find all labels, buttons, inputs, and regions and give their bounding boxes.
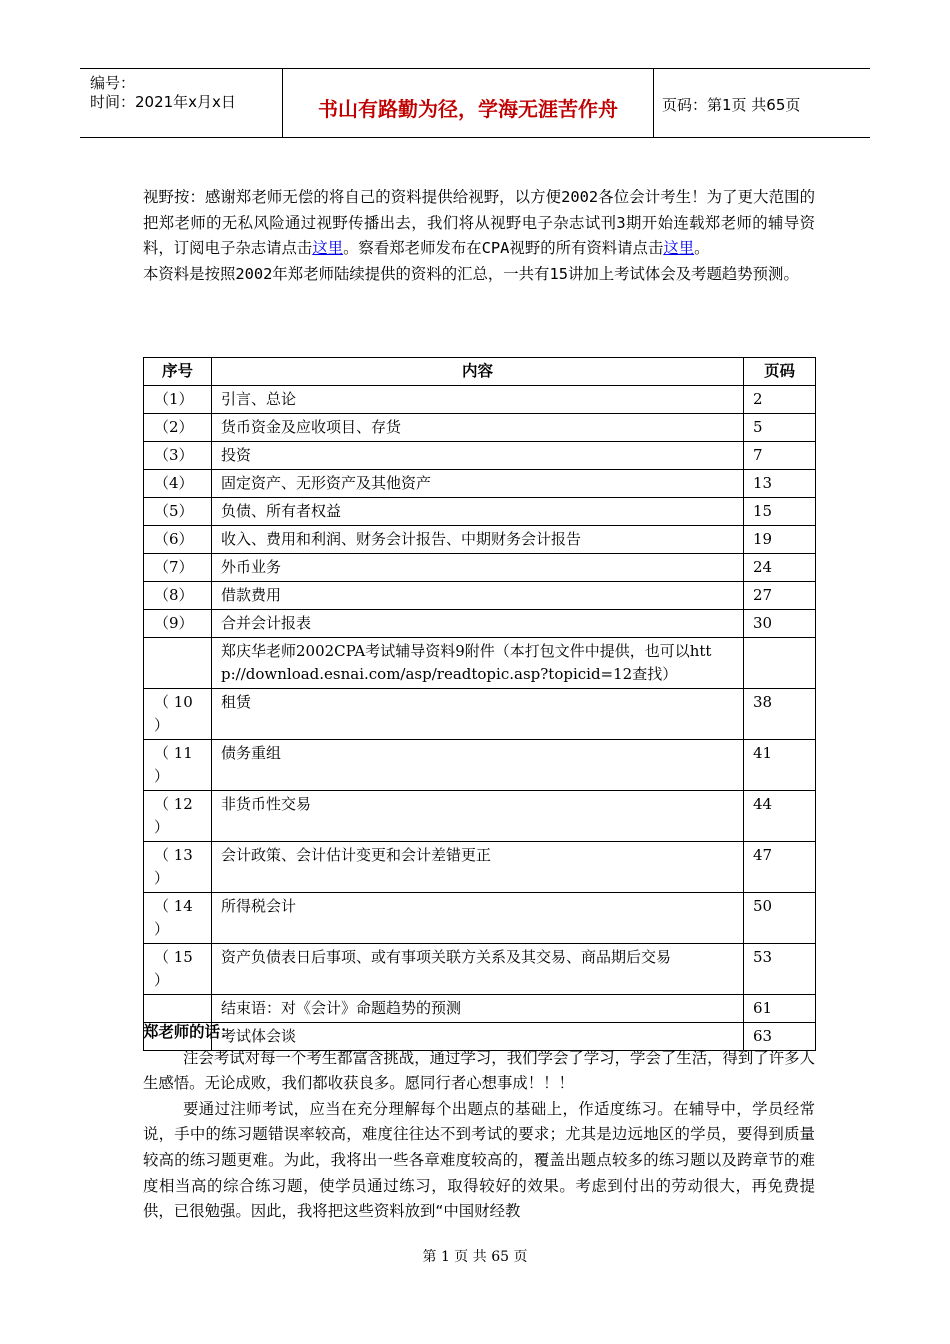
row-number: （5） xyxy=(144,498,212,526)
row-content: 货币资金及应收项目、存货 xyxy=(212,414,744,442)
row-page: 38 xyxy=(744,689,816,740)
intro-paragraph-1 xyxy=(143,185,815,262)
row-content: 收入、费用和利润、财务会计报告、中期财务会计报告 xyxy=(212,526,744,554)
row-number: （2） xyxy=(144,414,212,442)
row-page: 50 xyxy=(744,893,816,944)
row-content: 非货币性交易 xyxy=(212,791,744,842)
row-page: 5 xyxy=(744,414,816,442)
row-page: 7 xyxy=(744,442,816,470)
row-number: （3） xyxy=(144,442,212,470)
table-row xyxy=(144,791,816,842)
body-paragraph-1: 注会考试对每一个考生都富含挑战，通过学习，我们学会了学习，学会了生活，得到了许多人生感悟。无论成败，我们都收获良多。愿同行者心想事成！！！ xyxy=(143,1048,815,1093)
row-content: 固定资产、无形资产及其他资产 xyxy=(212,470,744,498)
body-section xyxy=(143,1020,815,1225)
row-number: （6） xyxy=(144,526,212,554)
table-row xyxy=(144,740,816,791)
intro-paragraph-2: 本资料是按照2002年郑老师陆续提供的资料的汇总，一共有15讲加上考试体会及考题趋势预测。 xyxy=(143,264,799,283)
section-lead: 郑老师的话： xyxy=(143,1023,236,1041)
row-number: （9） xyxy=(144,610,212,638)
table-row xyxy=(144,689,816,740)
table-header-row xyxy=(144,358,816,386)
row-page: 63 xyxy=(744,1023,816,1051)
body-paragraph-2: 要通过注师考试，应当在充分理解每个出题点的基础上，作适度练习。在辅导中，学员经常说，手中的练习题错误率较高，难度往往达不到考试的要求；尤其是边远地区的学员，要得到质量较高的练习题更难。为此，我将出一些各章难度较高的，覆盖出题点较多的练习题以及跨章节的难度相当高的综合练习题，使学员通过练习，取得较好的效果。考虑到付出的劳动很大，再免费提供，已很勉强。因此，我将把这些资料放到“中国财经教 xyxy=(143,1099,815,1221)
header-meta-cell xyxy=(80,69,283,137)
header-page-cell xyxy=(654,69,870,137)
contents-table xyxy=(143,357,816,1051)
row-page: 2 xyxy=(744,386,816,414)
row-content: 债务重组 xyxy=(212,740,744,791)
row-page: 24 xyxy=(744,554,816,582)
table-row xyxy=(144,526,816,554)
table-row xyxy=(144,893,816,944)
row-content: 借款费用 xyxy=(212,582,744,610)
table-row xyxy=(144,498,816,526)
header-content: 内容 xyxy=(212,358,744,386)
row-page: 13 xyxy=(744,470,816,498)
table-row xyxy=(144,944,816,995)
document-number-label: 编号： xyxy=(90,74,136,92)
row-content: 引言、总论 xyxy=(212,386,744,414)
row-page: 53 xyxy=(744,944,816,995)
row-content: 外币业务 xyxy=(212,554,744,582)
table-row xyxy=(144,582,816,610)
table-row xyxy=(144,414,816,442)
row-number: （ 15 ） xyxy=(144,944,212,995)
intro-section xyxy=(143,185,815,287)
row-number: （8） xyxy=(144,582,212,610)
header-number: 序号 xyxy=(144,358,212,386)
row-page: 19 xyxy=(744,526,816,554)
row-content: 考试体会谈 xyxy=(212,1023,744,1051)
row-page: 41 xyxy=(744,740,816,791)
row-page: 47 xyxy=(744,842,816,893)
row-number: （ 14 ） xyxy=(144,893,212,944)
row-number: （ 11 ） xyxy=(144,740,212,791)
table-row xyxy=(144,554,816,582)
row-number: （ 10 ） xyxy=(144,689,212,740)
row-page: 15 xyxy=(744,498,816,526)
row-number: （ 13 ） xyxy=(144,842,212,893)
row-content: 负债、所有者权益 xyxy=(212,498,744,526)
row-page: 30 xyxy=(744,610,816,638)
table-row xyxy=(144,842,816,893)
table-row xyxy=(144,995,816,1023)
header-page-label: 页码：第1页 共65页 xyxy=(662,96,801,114)
table-row xyxy=(144,610,816,638)
intro-text-b: 。察看郑老师发布在CPA视野的所有资料请点击 xyxy=(343,239,664,258)
row-number xyxy=(144,995,212,1023)
row-page: 27 xyxy=(744,582,816,610)
all-materials-link[interactable]: 这里 xyxy=(663,239,695,258)
row-number xyxy=(144,638,212,689)
row-content: 所得税会计 xyxy=(212,893,744,944)
row-page: 44 xyxy=(744,791,816,842)
row-number: （4） xyxy=(144,470,212,498)
header-motto: 书山有路勤为径，学海无涯苦作舟 xyxy=(318,97,618,121)
row-page xyxy=(744,638,816,689)
intro-text-a: 视野按：感谢郑老师无偿的将自己的资料提供给视野，以方便2002各位会计考生！为了更大范围的把郑老师的无私风险通过视野传播出去，我们将从视野电子杂志试刊3期开始连载郑老师的辅导资料，订阅电子杂志请点击 xyxy=(143,188,815,258)
row-content: 合并会计报表 xyxy=(212,610,744,638)
header-motto-cell xyxy=(283,69,654,137)
row-number: （1） xyxy=(144,386,212,414)
row-page: 61 xyxy=(744,995,816,1023)
row-content: 会计政策、会计估计变更和会计差错更正 xyxy=(212,842,744,893)
row-content: 租赁 xyxy=(212,689,744,740)
table-row xyxy=(144,470,816,498)
document-time-label: 时间：2021年x月x日 xyxy=(90,93,236,111)
row-content: 投资 xyxy=(212,442,744,470)
table-row xyxy=(144,638,816,689)
row-content: 结束语：对《会计》命题趋势的预测 xyxy=(212,995,744,1023)
subscribe-link[interactable]: 这里 xyxy=(312,239,344,258)
row-content: 资产负债表日后事项、或有事项关联方关系及其交易、商品期后交易 xyxy=(212,944,744,995)
row-number: （ 12 ） xyxy=(144,791,212,842)
intro-text-c: 。 xyxy=(694,239,710,258)
header-page: 页码 xyxy=(744,358,816,386)
table-row xyxy=(144,386,816,414)
row-number: （7） xyxy=(144,554,212,582)
page-footer: 第 1 页 共 65 页 xyxy=(422,1249,528,1265)
row-content: 郑庆华老师2002CPA考试辅导资料9附件（本打包文件中提供，也可以http://download.esnai.com/asp/readtopic.asp?topicid=12查找） xyxy=(212,638,744,689)
page-header xyxy=(80,68,870,138)
table-row xyxy=(144,442,816,470)
